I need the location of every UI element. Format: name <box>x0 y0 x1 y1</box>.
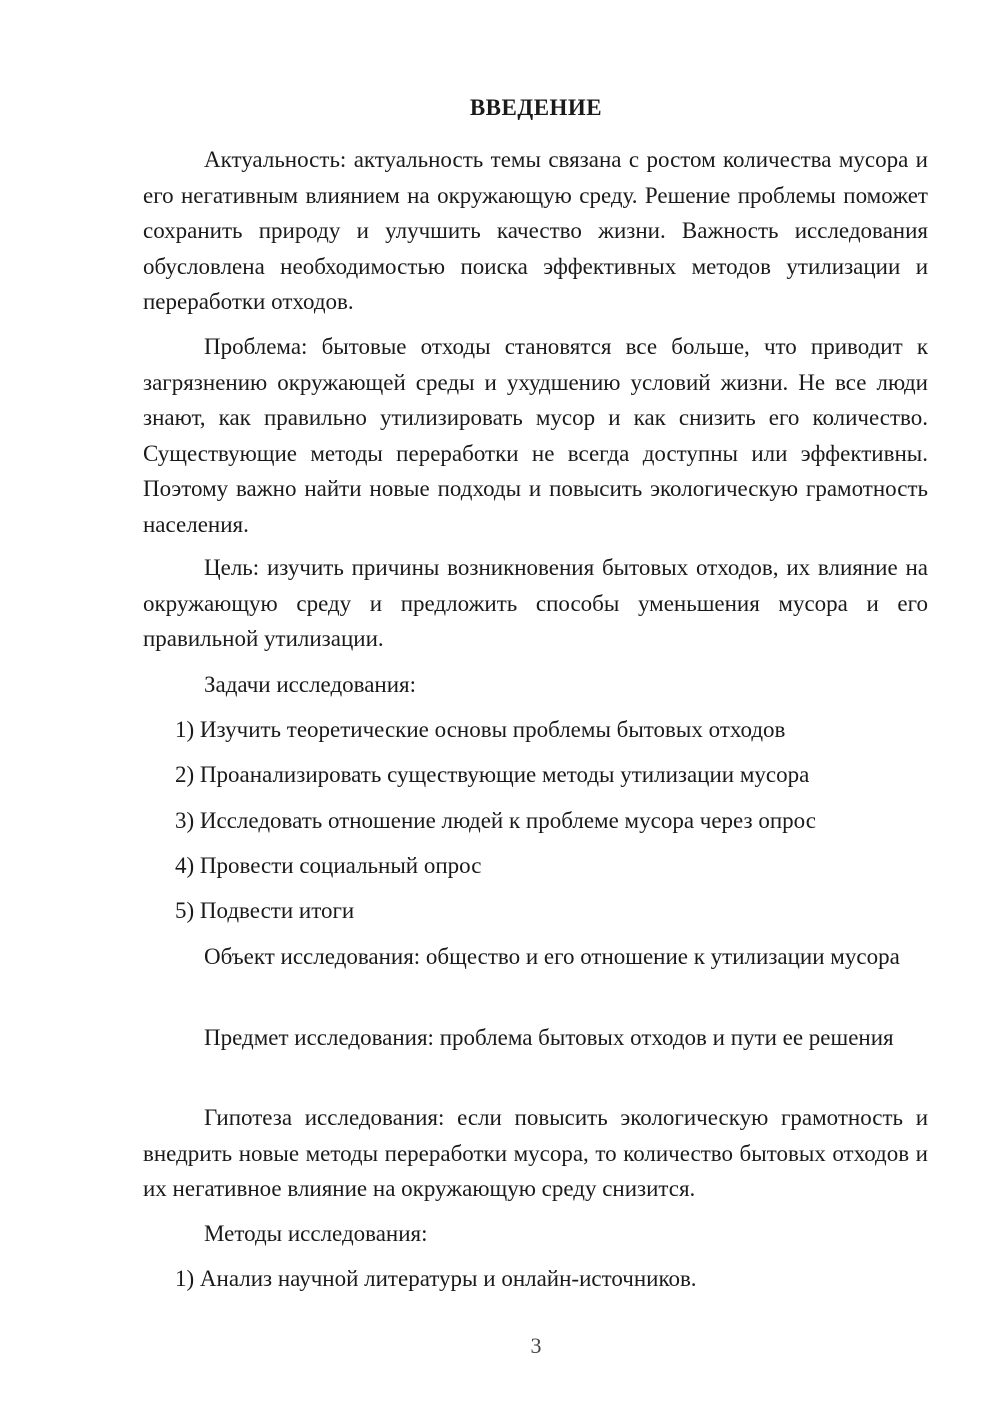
task-item-2: 2) Проанализировать существующие методы утилизации мусора <box>175 762 810 787</box>
subject-paragraph: Предмет исследования: проблема бытовых отходов и пути ее решения <box>204 1025 894 1050</box>
object-paragraph: Объект исследования: общество и его отношение к утилизации мусора <box>204 944 900 969</box>
task-item-5: 5) Подвести итоги <box>175 898 355 923</box>
hypothesis-paragraph: Гипотеза исследования: если повысить экологическую грамотность и внедрить новые методы переработки мусора, то количество бытовых отходов и их негативное влияние на окружающую среду снизится. <box>143 1105 928 1201</box>
page-number: 3 <box>530 1333 542 1358</box>
problem-paragraph: Проблема: бытовые отходы становятся все больше, что приводит к загрязнению окружающей среды и ухудшению условий жизни. Не все люди знают, как правильно утилизировать мусор и как снизить его количество. Существующие методы переработки не всегда доступны или эффективны. Поэтому важно найти новые подходы и повысить экологическую грамотность населения. <box>143 334 928 537</box>
goal-paragraph: Цель: изучить причины возникновения бытовых отходов, их влияние на окружающую среду и предложить способы уменьшения мусора и его правильной утилизации. <box>143 555 928 651</box>
task-item-4: 4) Провести социальный опрос <box>175 853 482 878</box>
section-title: ВВЕДЕНИЕ <box>469 95 603 120</box>
task-item-1: 1) Изучить теоретические основы проблемы бытовых отходов <box>175 717 786 742</box>
relevance-paragraph: Актуальность: актуальность темы связана с ростом количества мусора и его негативным влиянием на окружающую среду. Решение проблемы поможет сохранить природу и улучшить качество жизни. Важность исследования обусловлена необходимостью поиска эффективных методов утилизации и переработки отходов. <box>143 147 928 314</box>
task-item-3: 3) Исследовать отношение людей к проблеме мусора через опрос <box>175 808 816 833</box>
method-item-1: 1) Анализ научной литературы и онлайн-источников. <box>175 1266 697 1291</box>
tasks-heading: Задачи исследования: <box>204 672 417 697</box>
methods-heading: Методы исследования: <box>204 1221 428 1246</box>
